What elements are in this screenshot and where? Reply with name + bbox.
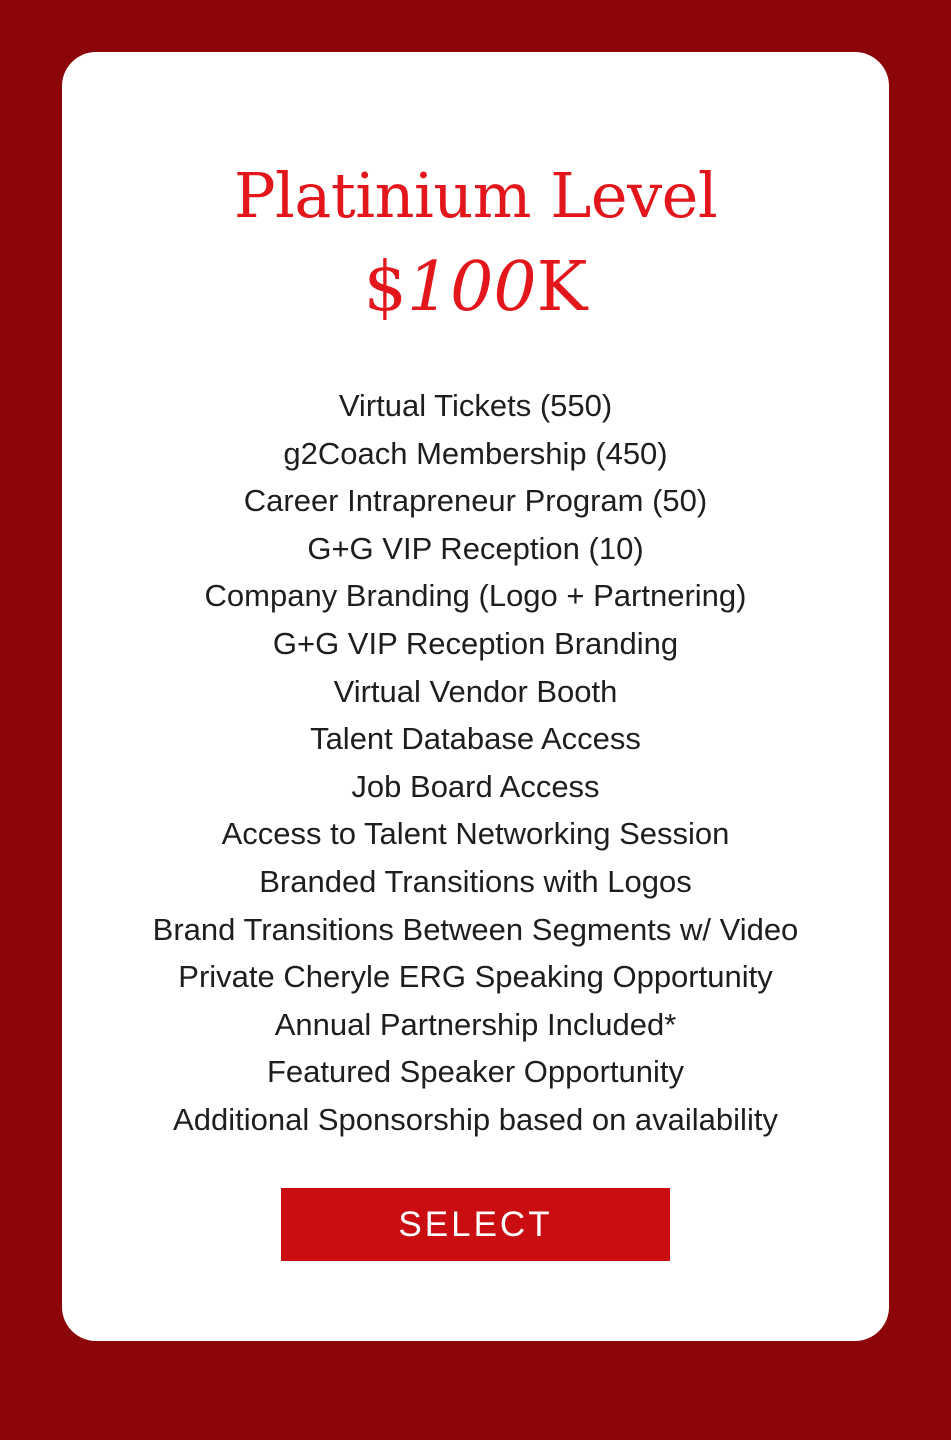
feature-item: Additional Sponsorship based on availability [173, 1101, 778, 1137]
price-currency: $ [363, 248, 407, 327]
pricing-card [62, 52, 889, 1341]
feature-item: Career Intrapreneur Program (50) [243, 483, 708, 519]
feature-item: Access to Talent Networking Session [221, 816, 730, 852]
feature-item: Private Cheryle ERG Speaking Opportunity [178, 959, 773, 995]
feature-item: g2Coach Membership (450) [283, 435, 668, 471]
plan-title: Platinium Level [233, 159, 718, 232]
feature-item: Brand Transitions Between Segments w/ Video [152, 911, 799, 947]
feature-item: Branded Transitions with Logos [259, 863, 692, 899]
feature-item: Company Branding (Logo + Partnering) [204, 578, 747, 614]
feature-item: G+G VIP Reception Branding [272, 625, 679, 661]
feature-item: Virtual Vendor Booth [333, 673, 618, 709]
feature-item: Job Board Access [351, 768, 600, 804]
plan-price [62, 244, 889, 332]
price-suffix: K [536, 248, 588, 327]
feature-item: Talent Database Access [310, 721, 641, 757]
price-amount: 100 [406, 248, 537, 327]
feature-list [62, 382, 889, 1144]
feature-item: Virtual Tickets (550) [338, 388, 613, 423]
feature-item: Annual Partnership Included* [274, 1006, 677, 1042]
feature-item: G+G VIP Reception (10) [307, 530, 644, 566]
select-button[interactable]: SELECT [281, 1188, 670, 1261]
feature-item: Featured Speaker Opportunity [266, 1054, 685, 1090]
